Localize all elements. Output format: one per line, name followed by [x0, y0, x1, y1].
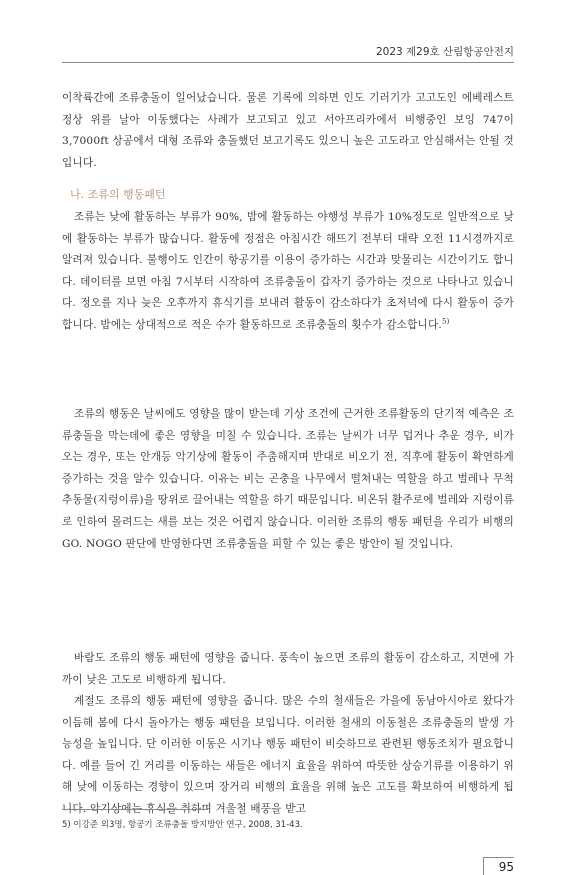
- paragraph-4: 바람도 조류의 행동 패턴에 영향을 줍니다. 풍속이 높으면 조류의 활동이 감소하고, 지면에 가까이 낮은 고도로 비행하게 됩니다.: [62, 652, 514, 686]
- paragraph-5: 계절도 조류의 행동 패턴에 영향을 줍니다. 많은 수의 철새들은 가을에 동남아시아로 왔다가 이듬해 봄에 다시 돌아가는 행동 패턴을 보입니다. 이러한 철새의 이동철은 조류충돌의 발생 가능성을 높입니다. 단 이러한 이동은 시기나 행동 패턴이 비슷하므로 관련된 행동조치가 필요합니다. 예를 들어 긴 거리를 이동하는 새들은 에너지 효율을 위하여 따뜻한 상승기류를 이용하기 위해 낮에 이동하는 경향이 있으며 장거리 비행의 효율을 위해 높은 고도를 확보하여 비행하게 됩니다. 악기상에는 휴식을 취하며 겨울철 배풍을 받고: [62, 695, 514, 815]
- header-divider: [62, 62, 514, 63]
- footnote: 5) 이강준 외3명, 항공기 조류충돌 방지방안 연구, 2008, 31-43.: [62, 820, 303, 830]
- paragraph-2-text: 조류는 낮에 활동하는 부류가 90%, 밤에 활동하는 야행성 부류가 10%정도로 일반적으로 낮에 활동하는 부류가 많습니다. 활동에 정점은 아침시간 해뜨기 전부터 대략 오전 11시경까지로 알려져 있습니다. 불행이도 인간이 항공기를 이용이 증가하는 시간과 맞물리는 시간이기도 합니다. 데이터를 보면 아침 7시부터 시작하여 조류충돌이 갑자기 증가하는 것으로 나타나고 있습니다. 정오를 지나 늦은 오후까지 휴식기를 보내려 활동이 감소하다가 초저녁에 다시 활동이 증가합니다. 밤에는 상대적으로 적은 수가 활동하므로 조류충돌의 횟수가 감소합니다.: [62, 211, 514, 331]
- running-header: 2023 제29호 산림항공안전지: [375, 46, 514, 58]
- page-number-rule: [484, 857, 514, 858]
- section-heading: 나. 조류의 행동패턴: [70, 188, 166, 201]
- footnote-ref[interactable]: 5): [441, 317, 450, 326]
- paragraph-1: 이착륙간에 조류충돌이 일어났습니다. 물론 기록에 의하면 인도 기러기가 고고도인 에베레스트 정상 위를 날아 이동했다는 사례가 보고되고 있고 서아프리카에서 비행중인 보잉 747이 3,7000ft 상공에서 대형 조류와 충돌했던 보고기록도 있으니 높은 고도라고 안심해서는 안될 것입니다.: [62, 92, 514, 169]
- footnote-divider: [62, 809, 208, 810]
- paragraph-3: 조류의 행동은 날씨에도 영향을 많이 받는데 기상 조건에 근거한 조류활동의 단기적 예측은 조류충돌을 막는데에 좋은 영향을 미칠 수 있습니다. 조류는 날씨가 너무 덥거나 추운 경우, 비가 오는 경우, 또는 안개등 악기상에 활동이 주춤해지며 반대로 비오기 전, 직후에 활동이 확연하게 증가하는 것을 알수 있습니다. 이유는 비는 곤충을 나무에서 떨쳐내는 역할을 하고 벌레나 무척추동물(지렁이류)을 땅위로 끌어내는 역할을 하기 때문입니다. 비온뒤 활주로에 벌레와 지렁이류로 인하여 몰려드는 새를 보는 것은 어렵지 않습니다. 이러한 조류의 행동 패턴을 우리가 비행의 GO. NOGO 판단에 반영한다면 조류충돌을 피할 수 있는 좋은 방안이 될 것입니다.: [62, 408, 514, 550]
- page-number: 95: [498, 860, 514, 874]
- paragraph-2: [62, 207, 514, 337]
- page-number-side-rule: [483, 857, 484, 875]
